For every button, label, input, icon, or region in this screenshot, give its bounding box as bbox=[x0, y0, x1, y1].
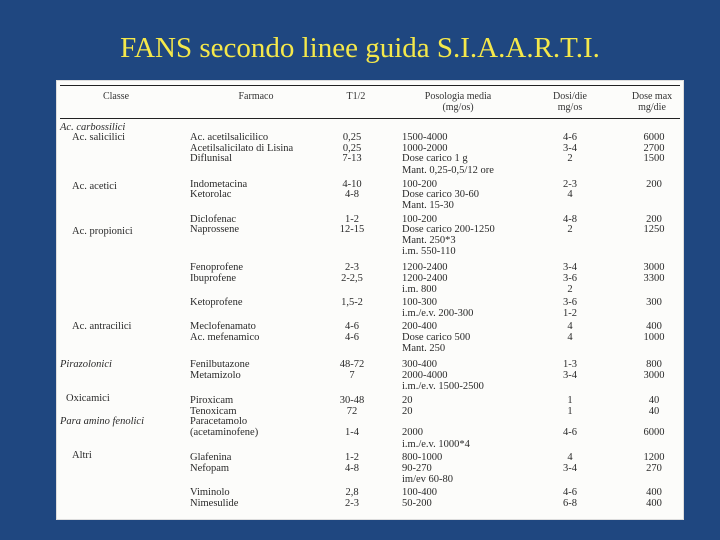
farmaco-cell: Fenoprofene bbox=[190, 262, 244, 273]
header-t12: T1/2 bbox=[346, 91, 366, 102]
group-label: Ac. carbossilici bbox=[60, 122, 126, 133]
farmaco-cell: Nefopam bbox=[190, 463, 230, 474]
farmaco-cell: Ketorolac bbox=[190, 189, 232, 200]
farmaco-cell: Ac. mefenamico bbox=[190, 332, 260, 343]
half-life-cell: 0,25 bbox=[342, 132, 362, 143]
dosi-cell: 2 bbox=[567, 153, 573, 164]
table-header-rule bbox=[60, 118, 680, 119]
farmaco-cell: Piroxicam bbox=[190, 395, 234, 406]
dose-max-cell: 40 bbox=[648, 406, 660, 417]
half-life-cell: 1-2 bbox=[345, 214, 359, 225]
header-max-line2: mg/die bbox=[638, 102, 666, 113]
farmaco-cell: (acetaminofene) bbox=[190, 427, 259, 438]
subclass-label: Ac. salicilici bbox=[72, 132, 126, 143]
subclass-label: Ac. propionici bbox=[72, 226, 133, 237]
dosi-cell: 1 bbox=[567, 406, 573, 417]
half-life-cell: 4-8 bbox=[345, 463, 359, 474]
posologia-cell: Dose carico 30-60 bbox=[402, 189, 479, 200]
posologia-cell: 50-200 bbox=[402, 498, 432, 509]
dose-max-cell: 1200 bbox=[643, 452, 665, 463]
header-farmaco: Farmaco bbox=[238, 91, 274, 102]
half-life-cell: 7 bbox=[349, 370, 355, 381]
posologia-cell: Mant. 250 bbox=[402, 343, 446, 354]
half-life-cell: 4-10 bbox=[342, 179, 362, 190]
dosi-cell: 3-4 bbox=[563, 370, 577, 381]
posologia-cell: Mant. 250*3 bbox=[402, 235, 456, 246]
half-life-cell: 4-8 bbox=[345, 189, 359, 200]
dose-max-cell: 3000 bbox=[643, 370, 665, 381]
dosi-cell: 1 bbox=[567, 395, 573, 406]
farmaco-cell: Diclofenac bbox=[190, 214, 237, 225]
dose-max-cell: 300 bbox=[646, 297, 662, 308]
posologia-cell: 1200-2400 bbox=[402, 262, 448, 273]
dosi-cell: 3-4 bbox=[563, 262, 577, 273]
posologia-cell: Mant. 15-30 bbox=[402, 200, 454, 211]
half-life-cell: 0,25 bbox=[342, 143, 362, 154]
header-dosi-line2: mg/os bbox=[557, 102, 583, 113]
half-life-cell: 2-2,5 bbox=[341, 273, 363, 284]
half-life-cell: 2-3 bbox=[345, 498, 359, 509]
posologia-cell: 2000-4000 bbox=[402, 370, 448, 381]
posologia-cell: 1200-2400 bbox=[402, 273, 448, 284]
posologia-cell: Dose carico 200-1250 bbox=[402, 224, 495, 235]
dose-max-cell: 200 bbox=[646, 214, 662, 225]
dosi-cell: 4 bbox=[567, 189, 573, 200]
header-posologia-line2: (mg/os) bbox=[442, 102, 474, 113]
posologia-cell: 100-200 bbox=[402, 179, 437, 190]
header-dosi-line1: Dosi/die bbox=[553, 91, 587, 102]
dosi-cell: 2-3 bbox=[563, 179, 577, 190]
farmaco-cell: Fenilbutazone bbox=[190, 359, 250, 370]
half-life-cell: 4-6 bbox=[345, 321, 359, 332]
posologia-cell: 100-400 bbox=[402, 487, 437, 498]
posologia-cell: 1500-4000 bbox=[402, 132, 448, 143]
dosi-cell: 3-6 bbox=[563, 273, 577, 284]
posologia-cell: 100-200 bbox=[402, 214, 437, 225]
dose-max-cell: 6000 bbox=[643, 132, 665, 143]
farmaco-cell: Ketoprofene bbox=[190, 297, 243, 308]
half-life-cell: 4-6 bbox=[345, 332, 359, 343]
farmaco-cell: Naprossene bbox=[190, 224, 239, 235]
half-life-cell: 72 bbox=[346, 406, 358, 417]
dosi-cell: 4 bbox=[567, 321, 573, 332]
dose-max-cell: 2700 bbox=[643, 143, 665, 154]
half-life-cell: 1-2 bbox=[345, 452, 359, 463]
posologia-cell: i.m. 800 bbox=[402, 284, 437, 295]
posologia-cell: 800-1000 bbox=[402, 452, 443, 463]
header-dosi bbox=[538, 91, 602, 113]
half-life-cell: 7-13 bbox=[342, 153, 362, 164]
subclass-label: Oxicamici bbox=[66, 393, 110, 404]
dosi-cell: 4 bbox=[567, 332, 573, 343]
half-life-cell: 30-48 bbox=[339, 395, 365, 406]
posologia-cell: 20 bbox=[402, 395, 413, 406]
dosi-cell: 3-4 bbox=[563, 463, 577, 474]
dosi-cell: 1-3 bbox=[563, 359, 577, 370]
farmaco-cell: Viminolo bbox=[190, 487, 230, 498]
header-classe: Classe bbox=[102, 91, 130, 102]
farmaco-cell: Metamizolo bbox=[190, 370, 241, 381]
posologia-cell: i.m./e.v. 1000*4 bbox=[402, 439, 470, 450]
farmaco-cell: Diflunisal bbox=[190, 153, 232, 164]
group-label: Pirazolonici bbox=[60, 359, 112, 370]
half-life-cell: 2-3 bbox=[345, 262, 359, 273]
drug-table bbox=[56, 80, 684, 520]
farmaco-cell: Ac. acetilsalicilico bbox=[190, 132, 269, 143]
dosi-cell: 4-8 bbox=[563, 214, 577, 225]
dosi-cell: 4-6 bbox=[563, 427, 577, 438]
table-top-rule bbox=[60, 85, 680, 86]
subclass-label: Altri bbox=[72, 450, 92, 461]
dosi-cell: 4-6 bbox=[563, 132, 577, 143]
posologia-cell: 100-300 bbox=[402, 297, 437, 308]
posologia-cell: 200-400 bbox=[402, 321, 437, 332]
header-max bbox=[620, 91, 684, 113]
farmaco-cell: Meclofenamato bbox=[190, 321, 256, 332]
dose-max-cell: 3000 bbox=[643, 262, 665, 273]
dose-max-cell: 270 bbox=[646, 463, 662, 474]
farmaco-cell: Ibuprofene bbox=[190, 273, 237, 284]
dosi-cell: 4 bbox=[567, 452, 573, 463]
posologia-cell: 1000-2000 bbox=[402, 143, 448, 154]
dose-max-cell: 1250 bbox=[643, 224, 665, 235]
farmaco-cell: Paracetamolo bbox=[190, 416, 248, 427]
posologia-cell: i.m./e.v. 1500-2500 bbox=[402, 381, 484, 392]
dosi-cell: 4-6 bbox=[563, 487, 577, 498]
dose-max-cell: 800 bbox=[646, 359, 662, 370]
dosi-cell: 1-2 bbox=[563, 308, 577, 319]
header-max-line1: Dose max bbox=[631, 91, 673, 102]
posologia-cell: im/ev 60-80 bbox=[402, 474, 454, 485]
posologia-cell: 2000 bbox=[402, 427, 423, 438]
dosi-cell: 2 bbox=[567, 224, 573, 235]
group-label: Para amino fenolici bbox=[60, 416, 144, 427]
half-life-cell: 2,8 bbox=[345, 487, 359, 498]
dose-max-cell: 40 bbox=[648, 395, 660, 406]
farmaco-cell: Acetilsalicilato di Lisina bbox=[190, 143, 294, 154]
dose-max-cell: 3300 bbox=[643, 273, 665, 284]
slide-title: FANS secondo linee guida S.I.A.A.R.T.I. bbox=[120, 32, 600, 64]
posologia-cell: 90-270 bbox=[402, 463, 432, 474]
posologia-cell: Dose carico 500 bbox=[402, 332, 471, 343]
header-posologia bbox=[408, 91, 508, 113]
dosi-cell: 6-8 bbox=[563, 498, 577, 509]
posologia-cell: Dose carico 1 g bbox=[402, 153, 468, 164]
posologia-cell: i.m./e.v. 200-300 bbox=[402, 308, 474, 319]
farmaco-cell: Tenoxicam bbox=[190, 406, 237, 417]
dosi-cell: 3-6 bbox=[563, 297, 577, 308]
farmaco-cell: Nimesulide bbox=[190, 498, 239, 509]
half-life-cell: 1-4 bbox=[345, 427, 359, 438]
dose-max-cell: 6000 bbox=[643, 427, 665, 438]
dose-max-cell: 400 bbox=[646, 498, 662, 509]
dose-max-cell: 400 bbox=[646, 321, 662, 332]
dosi-cell: 2 bbox=[567, 284, 573, 295]
dose-max-cell: 400 bbox=[646, 487, 662, 498]
posologia-cell: Mant. 0,25-0,5/12 ore bbox=[402, 165, 494, 176]
half-life-cell: 12-15 bbox=[339, 224, 365, 235]
dose-max-cell: 200 bbox=[646, 179, 662, 190]
half-life-cell: 48-72 bbox=[339, 359, 365, 370]
dosi-cell: 3-4 bbox=[563, 143, 577, 154]
subclass-label: Ac. antracilici bbox=[72, 321, 132, 332]
half-life-cell: 1,5-2 bbox=[341, 297, 363, 308]
posologia-cell: 20 bbox=[402, 406, 413, 417]
posologia-cell: 300-400 bbox=[402, 359, 437, 370]
subclass-label: Ac. acetici bbox=[72, 181, 117, 192]
dose-max-cell: 1000 bbox=[643, 332, 665, 343]
dose-max-cell: 1500 bbox=[643, 153, 665, 164]
header-posologia-line1: Posologia media bbox=[424, 91, 492, 102]
farmaco-cell: Indometacina bbox=[190, 179, 248, 190]
farmaco-cell: Glafenina bbox=[190, 452, 232, 463]
posologia-cell: i.m. 550-110 bbox=[402, 246, 456, 257]
